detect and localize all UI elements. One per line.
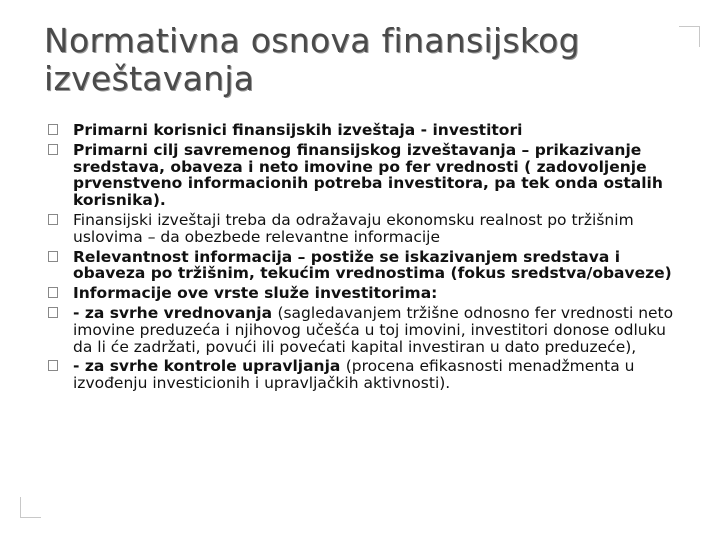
frame-corner-bottom-left (20, 497, 41, 518)
bullet-list (48, 122, 688, 395)
item-text-part: (sagledavanjem tržišne odnosno fer vrednosti neto imovine preduzeća i njihovog učešća u toj imovini, investitori donose odluku da li će zadržati, povući ili povećati kapital investiran u dato preduzeće), (73, 303, 674, 356)
slide-title: Normativna osnova finansijskog izveštavanja (44, 21, 580, 98)
item-text (73, 211, 634, 246)
item-text-part: Relevantnost informacija – postiže se iskazivanjem sredstava i obaveza po tržišnim, tekućim vrednostima (fokus sredstva/obaveze) (73, 247, 672, 283)
box-bullet-icon (48, 214, 58, 225)
item-text-part: Primarni korisnici finansijskih izveštaja - investitori (73, 121, 523, 139)
item-text (73, 248, 672, 283)
item-text (73, 357, 634, 392)
item-text (73, 304, 673, 356)
list-item (48, 212, 688, 246)
box-bullet-icon (48, 287, 58, 298)
list-item (48, 249, 688, 283)
item-text-part: - za svrhe vrednovanja (73, 303, 278, 322)
item-text-part: Finansijski izveštaji treba da odražavaju ekonomsku realnost po tržišnim uslovima – da obezbede relevantne informacije (73, 210, 634, 246)
list-item (48, 122, 688, 139)
list-item (48, 285, 688, 302)
list-item (48, 358, 688, 392)
box-bullet-icon (48, 360, 58, 371)
item-text (73, 121, 522, 139)
item-text-part: - za svrhe kontrole upravljanja (73, 357, 346, 376)
item-text-part: Informacije ove vrste služe investitorima: (73, 284, 438, 303)
list-item (48, 142, 688, 209)
box-bullet-icon (48, 124, 58, 135)
item-text (73, 284, 437, 302)
box-bullet-icon (48, 144, 58, 155)
box-bullet-icon (48, 251, 58, 262)
item-text-part: (procena efikasnosti menadžmenta u izvođenju investicionih i upravljačkih aktivnosti). (73, 357, 635, 393)
box-bullet-icon (48, 307, 58, 318)
item-text-part: Primarni cilj savremenog finansijskog izveštavanja – prikazivanje sredstava, obaveza i neto imovine po fer vrednosti ( zadovoljenje prvenstveno informacionih potreba investitora, pa tek onda ostalih korisnika). (73, 140, 663, 210)
list-item (48, 305, 688, 355)
item-text (73, 141, 663, 209)
